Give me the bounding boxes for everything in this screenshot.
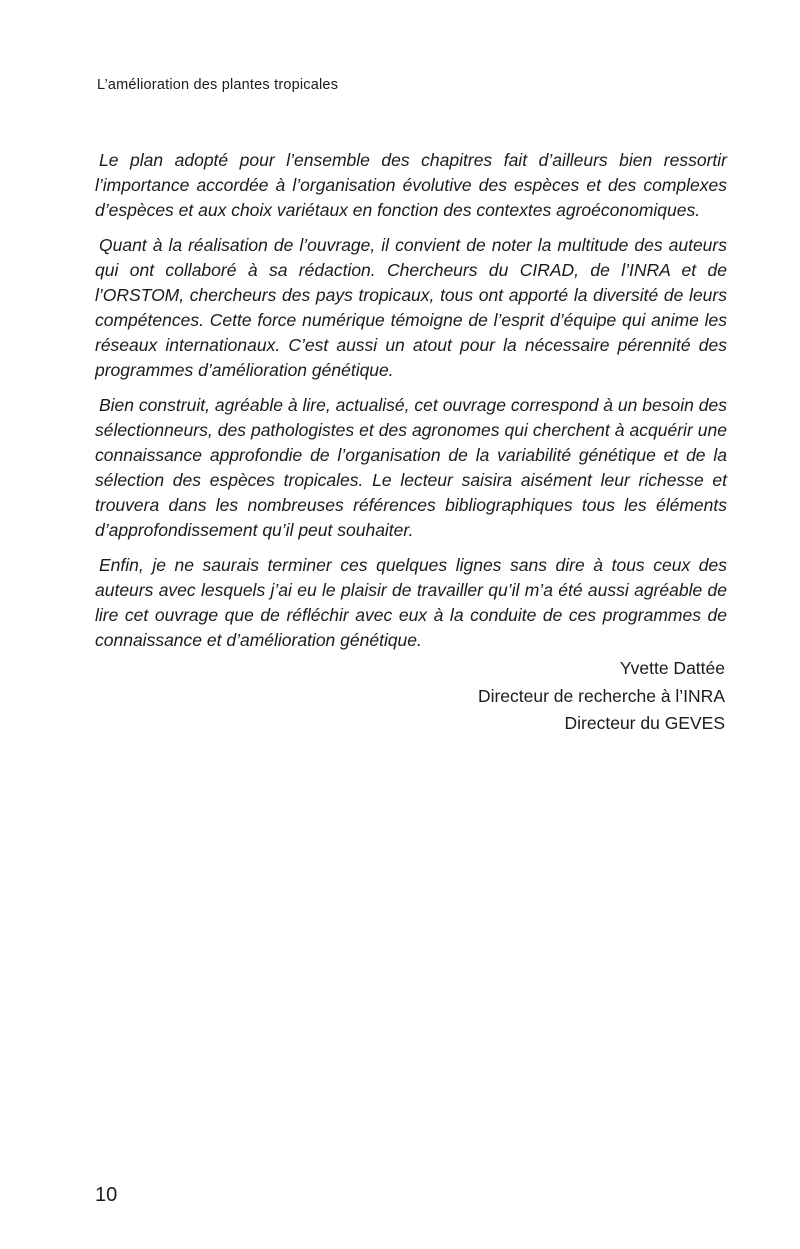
- paragraph-3: Bien construit, agréable à lire, actualisé, cet ouvrage correspond à un besoin des sélectionneurs, des pathologistes et des agronomes qui cherchent à acquérir une connaissance approfondie de l’organisation de la variabilité génétique et de la sélection des espèces tropicales. Le lecteur saisira aisément leur richesse et trouvera dans les nombreuses références bibliographiques tous les éléments d’approfondissement qu’il peut souhaiter.: [95, 395, 727, 540]
- signature-title-inra: Directeur de recherche à l’INRA: [477, 685, 725, 706]
- paragraph-1: Le plan adopté pour l’ensemble des chapitres fait d’ailleurs bien ressortir l’importance accordée à l’organisation évolutive des espèces et des complexes d’espèces et aux choix variétaux en fonction des contextes agroéconomiques.: [95, 150, 727, 220]
- signature-name: Yvette Dattée: [619, 658, 725, 678]
- page-number: 10: [95, 1184, 118, 1206]
- body-text: [95, 148, 727, 663]
- signature-block: [478, 655, 725, 738]
- signature-title-geves: Directeur du GEVES: [564, 713, 725, 733]
- running-header: L’amélioration des plantes tropicales: [97, 77, 339, 93]
- paragraph-4: Enfin, je ne saurais terminer ces quelques lignes sans dire à tous ceux des auteurs avec lesquels j’ai eu le plaisir de travailler qu’il m’a été aussi agréable de lire cet ouvrage que de réfléchir avec eux à la conduite de ces programmes de connaissance et d’amélioration génétique.: [95, 555, 727, 650]
- paragraph-2: Quant à la réalisation de l’ouvrage, il convient de noter la multitude des auteurs qui ont collaboré à sa rédaction. Chercheurs du CIRAD, de l’INRA et de l’ORSTOM, chercheurs des pays tropicaux, tous ont apporté la diversité de leurs compétences. Cette force numérique témoigne de l’esprit d’équipe qui anime les réseaux internationaux. C’est aussi un atout pour la nécessaire pérennité des programmes d’amélioration génétique.: [95, 235, 727, 380]
